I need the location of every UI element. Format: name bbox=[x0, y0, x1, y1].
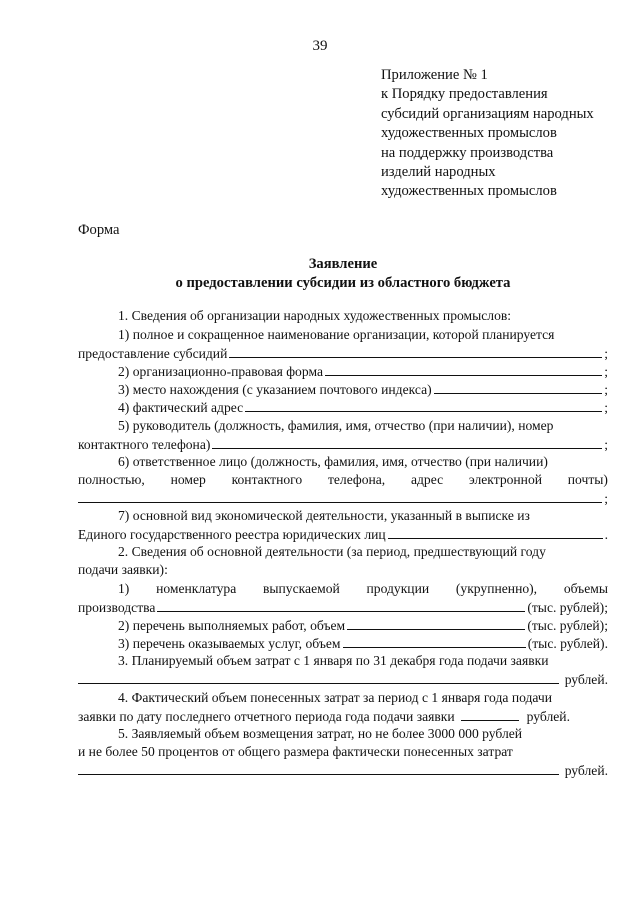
section-3-row bbox=[78, 669, 608, 689]
item-2-3-row bbox=[78, 633, 608, 653]
item-1-4-row bbox=[78, 397, 608, 417]
page-number: 39 bbox=[312, 38, 328, 54]
word: телефона, bbox=[327, 472, 386, 487]
item-1-6-text: 6) ответственное лицо (должность, фамилия, имя, отчество (при наличии) bbox=[118, 454, 548, 469]
section-4-text: 4. Фактический объем понесенных затрат за период с 1 января года подачи bbox=[118, 690, 553, 705]
form-label: Форма bbox=[78, 222, 120, 238]
appendix-line: на поддержку производства bbox=[381, 144, 554, 161]
word: продукции bbox=[366, 581, 430, 596]
item-2-2-row bbox=[78, 615, 608, 635]
word: электронной bbox=[468, 472, 543, 487]
appendix-line: художественных промыслов bbox=[381, 183, 557, 200]
semicolon: ; bbox=[604, 491, 608, 506]
semicolon: ; bbox=[604, 346, 608, 361]
word: номенклатура bbox=[156, 581, 237, 596]
item-1-2-label: 2) организационно-правовая форма bbox=[118, 364, 323, 379]
word: контактного bbox=[231, 472, 303, 487]
item-2-1-label: производства bbox=[78, 600, 156, 615]
item-1-1-label: предоставление субсидий bbox=[78, 346, 228, 361]
section-5-row bbox=[78, 760, 608, 780]
section-3-text: 3. Планируемый объем затрат с 1 января по 31 декабря года подачи заявки bbox=[118, 653, 549, 668]
item-2-3-label: 3) перечень оказываемых услуг, объем bbox=[118, 636, 341, 651]
appendix-header bbox=[381, 66, 631, 202]
semicolon: ; bbox=[604, 364, 608, 379]
semicolon: ; bbox=[604, 382, 608, 397]
unit-label: (тыс. рублей) bbox=[527, 600, 605, 615]
appendix-line: художественных промыслов bbox=[381, 125, 557, 142]
word: 1) bbox=[118, 581, 130, 596]
section-2-heading: 2. Сведения об основной деятельности (за период, предшествующий году bbox=[118, 544, 546, 559]
rubles-label: рублей. bbox=[564, 672, 608, 687]
semicolon: ; bbox=[604, 437, 608, 452]
section-1-heading: 1. Сведения об организации народных художественных промыслов: bbox=[118, 308, 512, 323]
legal-form-field[interactable] bbox=[325, 361, 602, 376]
section-2-heading-cont: подачи заявки): bbox=[78, 562, 168, 577]
word: полностью, bbox=[78, 472, 145, 487]
item-1-3-label: 3) место нахождения (с указанием почтового индекса) bbox=[118, 382, 432, 397]
works-volume-field[interactable] bbox=[347, 615, 525, 630]
semicolon: ; bbox=[604, 600, 608, 615]
section-5-text-cont: и не более 50 процентов от общего размера фактически понесенных затрат bbox=[78, 744, 513, 759]
item-1-7-text: 7) основной вид экономической деятельности, указанный в выписке из bbox=[118, 508, 530, 523]
actual-costs-field[interactable] bbox=[461, 706, 519, 721]
word: почты) bbox=[567, 472, 608, 487]
item-2-2-label: 2) перечень выполняемых работ, объем bbox=[118, 618, 346, 633]
word: (укрупненно), bbox=[455, 581, 538, 596]
item-2-1-row bbox=[78, 597, 608, 617]
section-4-row bbox=[78, 706, 608, 726]
director-field[interactable] bbox=[212, 434, 602, 449]
section-5-text: 5. Заявляемый объем возмещения затрат, но не более 3000 000 рублей bbox=[118, 726, 523, 741]
appendix-line: к Порядку предоставления bbox=[381, 86, 548, 103]
services-volume-field[interactable] bbox=[343, 633, 526, 648]
activity-type-field[interactable] bbox=[388, 524, 603, 539]
rubles-label: рублей. bbox=[526, 709, 570, 724]
item-1-5-row bbox=[78, 434, 608, 454]
item-2-1-words bbox=[78, 579, 608, 599]
reimbursement-field[interactable] bbox=[78, 760, 559, 775]
appendix-line: Приложение № 1 bbox=[381, 67, 488, 83]
location-field[interactable] bbox=[434, 379, 603, 394]
appendix-line: субсидий организациям народных bbox=[381, 105, 594, 122]
document-subtitle: о предоставлении субсидии из областного бюджета bbox=[175, 275, 511, 291]
item-1-5-label: контактного телефона) bbox=[78, 437, 211, 452]
item-1-6-row bbox=[78, 488, 608, 508]
word: объемы bbox=[563, 581, 608, 596]
planned-costs-field[interactable] bbox=[78, 669, 559, 684]
word: адрес bbox=[410, 472, 444, 487]
actual-address-field[interactable] bbox=[245, 397, 602, 412]
section-4-label: заявки по дату последнего отчетного периода года подачи заявки bbox=[78, 709, 455, 724]
item-1-3-row bbox=[78, 379, 608, 399]
item-1-1-text: 1) полное и сокращенное наименование организации, которой планируется bbox=[118, 327, 555, 342]
period: . bbox=[604, 636, 608, 651]
word: выпускаемой bbox=[262, 581, 340, 596]
word: номер bbox=[170, 472, 206, 487]
appendix-line: изделий народных bbox=[381, 164, 496, 181]
semicolon: ; bbox=[604, 618, 608, 633]
item-1-1-row bbox=[78, 343, 608, 363]
responsible-person-field[interactable] bbox=[78, 488, 602, 503]
production-volume-field[interactable] bbox=[157, 597, 525, 612]
item-1-7-row bbox=[78, 524, 608, 544]
item-1-6-words bbox=[78, 470, 608, 490]
organization-name-field[interactable] bbox=[229, 343, 602, 358]
document-title: Заявление bbox=[308, 256, 378, 272]
item-1-4-label: 4) фактический адрес bbox=[118, 400, 244, 415]
rubles-label: рублей. bbox=[564, 763, 608, 778]
unit-label: (тыс. рублей) bbox=[527, 636, 605, 651]
item-1-5-text: 5) руководитель (должность, фамилия, имя, отчество (при наличии), номер bbox=[118, 418, 554, 433]
unit-label: (тыс. рублей) bbox=[527, 618, 605, 633]
item-1-7-label: Единого государственного реестра юридических лиц bbox=[78, 527, 386, 542]
item-1-2-row bbox=[78, 361, 608, 381]
period: . bbox=[604, 527, 608, 542]
semicolon: ; bbox=[604, 400, 608, 415]
